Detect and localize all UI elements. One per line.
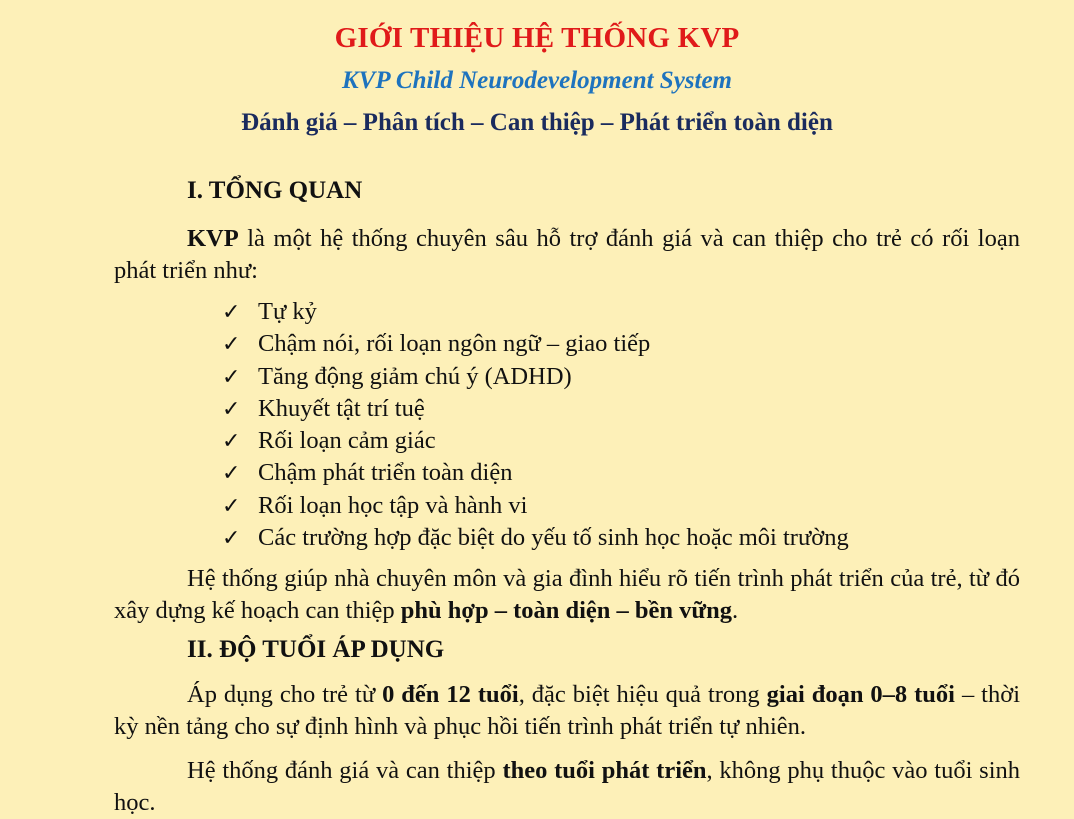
- dev-age-emphasis: theo tuổi phát triển: [502, 757, 707, 784]
- list-item: [222, 457, 849, 489]
- overview-summary-paragraph: [114, 563, 1020, 627]
- checkmark-icon: ✓: [222, 363, 241, 389]
- overview-intro-text: là một hệ thống chuyên sâu hỗ trợ đánh giá và can thiệp cho trẻ có rối loạn phát triển như:: [114, 225, 1020, 284]
- list-item: [222, 425, 849, 457]
- summary-end: .: [732, 597, 739, 624]
- list-item-label: Tăng động giảm chú ý (ADHD): [258, 362, 572, 390]
- summary-emphasis: phù hợp – toàn diện – bền vững: [400, 597, 733, 624]
- age-text-mid: , đặc biệt hiệu quả trong: [518, 681, 767, 708]
- dev-age-text-start: Hệ thống đánh giá và can thiệp: [187, 757, 503, 784]
- checkmark-icon: ✓: [222, 428, 241, 454]
- document-title: GIỚI THIỆU HỆ THỐNG KVP: [334, 22, 740, 54]
- checkmark-icon: ✓: [222, 460, 241, 486]
- list-item-label: Chậm nói, rối loạn ngôn ngữ – giao tiếp: [258, 330, 651, 358]
- disorder-checklist: [222, 296, 849, 554]
- dev-age-text-end: , không phụ thuộc vào tuổi sinh học.: [114, 757, 1021, 816]
- checkmark-icon: ✓: [222, 299, 241, 324]
- section-heading-age-range: II. ĐỘ TUỔI ÁP DỤNG: [187, 636, 445, 663]
- checkmark-icon: ✓: [222, 492, 241, 518]
- summary-text: Hệ thống giúp nhà chuyên môn và gia đình hiểu rõ tiến trình phát triển của trẻ, từ đó xây dựng kế hoạch can thiệp: [114, 565, 1020, 624]
- age-stage-emphasis: giai đoạn 0–8 tuổi: [766, 681, 955, 708]
- checkmark-icon: ✓: [222, 395, 241, 421]
- document-subtitle: KVP Child Neurodevelopment System: [341, 67, 733, 94]
- list-item-label: Khuyết tật trí tuệ: [258, 394, 425, 422]
- age-range-paragraph: [114, 679, 1020, 743]
- document-tagline: Đánh giá – Phân tích – Can thiệp – Phát triển toàn diện: [241, 109, 833, 136]
- list-item: [222, 361, 849, 393]
- age-range-emphasis: 0 đến 12 tuổi: [382, 681, 519, 708]
- list-item: [222, 296, 849, 328]
- overview-intro-paragraph: [114, 223, 1020, 287]
- age-text-start: Áp dụng cho trẻ từ: [187, 681, 383, 708]
- list-item-label: Chậm phát triển toàn diện: [258, 459, 513, 487]
- kvp-brand-text: KVP: [187, 225, 239, 252]
- list-item: [222, 393, 849, 425]
- age-text-end: – thời kỳ nền tảng cho sự định hình và phục hồi tiến trình phát triển tự nhiên.: [114, 681, 1021, 740]
- list-item-label: Tự kỷ: [258, 298, 317, 325]
- list-item-label: Các trường hợp đặc biệt do yếu tố sinh học hoặc môi trường: [258, 524, 849, 552]
- list-item: [222, 328, 849, 360]
- section-heading-overview: I. TỔNG QUAN: [187, 177, 363, 204]
- list-item: [222, 490, 849, 522]
- developmental-age-paragraph: [114, 755, 1020, 819]
- checkmark-icon: ✓: [222, 525, 241, 551]
- checkmark-icon: ✓: [222, 331, 241, 357]
- list-item-label: Rối loạn cảm giác: [258, 427, 436, 455]
- list-item-label: Rối loạn học tập và hành vi: [258, 491, 528, 519]
- list-item: [222, 522, 849, 554]
